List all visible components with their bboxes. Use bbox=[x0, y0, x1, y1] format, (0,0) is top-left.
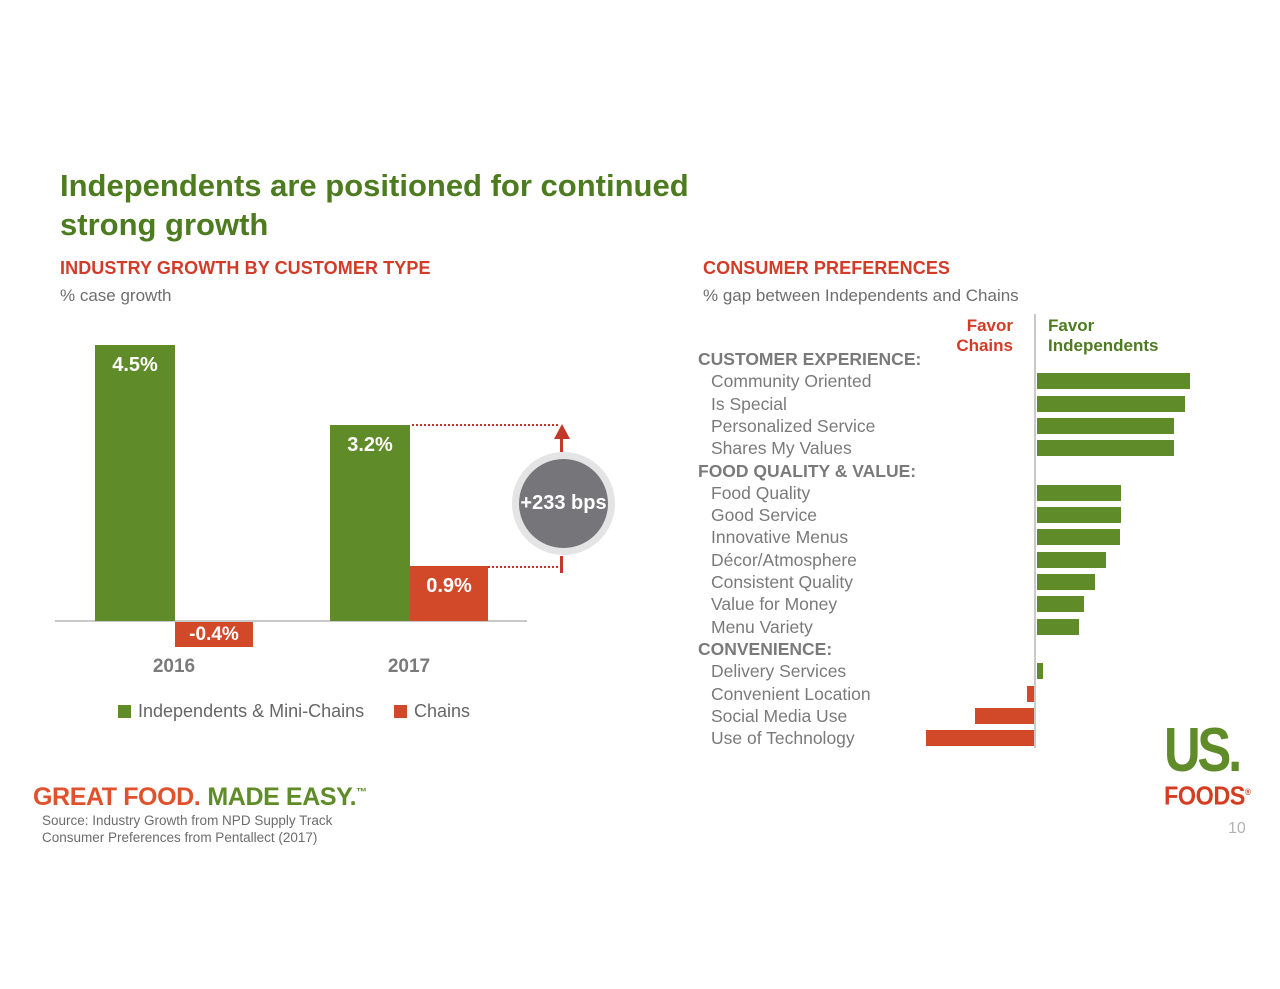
pref-bar bbox=[1027, 686, 1034, 702]
pref-item-label: Consistent Quality bbox=[711, 572, 854, 592]
us-foods-logo-foods bbox=[1164, 780, 1263, 811]
pref-bar bbox=[1037, 507, 1121, 523]
pref-item-label: Food Quality bbox=[711, 482, 811, 503]
pref-bar bbox=[1037, 373, 1190, 389]
consumer-preferences-chart-title: CONSUMER PREFERENCES bbox=[703, 258, 951, 278]
pref-bar bbox=[926, 730, 1034, 746]
favor-chains-line2: Chains bbox=[956, 336, 1013, 355]
bar-value-label: -0.4% bbox=[189, 624, 239, 645]
pref-bar bbox=[1037, 574, 1095, 590]
favor-independents-line2: Independents bbox=[1048, 336, 1159, 355]
brand-tagline-made-easy: MADE EASY. bbox=[207, 783, 357, 811]
favor-independents-label bbox=[1048, 316, 1159, 356]
pref-item-label: Is Special bbox=[711, 393, 787, 414]
brand-tagline bbox=[33, 783, 367, 812]
slide-title bbox=[60, 166, 689, 244]
x-tick-label-2016: 2016 bbox=[152, 656, 196, 677]
dotted-line-bottom bbox=[488, 566, 558, 568]
legend-label-independents: Independents & Mini-Chains bbox=[138, 701, 365, 721]
pref-group-header: CUSTOMER EXPERIENCE: bbox=[698, 349, 922, 369]
legend-label-chains: Chains bbox=[414, 701, 471, 721]
bar-chains-2017 bbox=[410, 566, 488, 621]
slide-title-line1: Independents are positioned for continued bbox=[60, 168, 689, 203]
dotted-line-end-dash bbox=[560, 556, 563, 573]
pref-bar bbox=[1037, 663, 1043, 679]
bar-chains-2016 bbox=[175, 622, 253, 647]
favor-independents-line1: Favor bbox=[1048, 316, 1095, 335]
annotation-circle bbox=[519, 459, 608, 548]
pref-item-label: Use of Technology bbox=[711, 728, 855, 749]
bar-independents-2017 bbox=[330, 425, 410, 621]
pref-bar bbox=[1037, 396, 1185, 412]
brand-tagline-great-food: GREAT FOOD. bbox=[33, 783, 201, 811]
pref-item-label: Convenient Location bbox=[711, 683, 871, 704]
legend-swatch-red bbox=[394, 705, 407, 718]
pref-item-label: Personalized Service bbox=[711, 415, 876, 436]
pref-bar bbox=[1037, 552, 1106, 568]
pref-bar bbox=[1037, 596, 1084, 612]
bar-value-label: 4.5% bbox=[112, 353, 158, 376]
pref-bar bbox=[1037, 619, 1079, 635]
slide-title-line2: strong growth bbox=[60, 207, 269, 242]
industry-growth-chart-title: INDUSTRY GROWTH BY CUSTOMER TYPE bbox=[60, 258, 431, 278]
consumer-preferences-chart-subtitle: % gap between Independents and Chains bbox=[703, 286, 1019, 305]
source-note bbox=[42, 813, 332, 846]
pref-item-label: Community Oriented bbox=[711, 371, 872, 392]
page-number: 10 bbox=[1228, 820, 1246, 837]
annotation-text: +233 bps bbox=[520, 492, 607, 514]
pref-group-header: CONVENIENCE: bbox=[698, 638, 833, 659]
pref-bar bbox=[1037, 529, 1120, 545]
bar-value-label: 0.9% bbox=[426, 574, 472, 597]
us-foods-logo-us: US. bbox=[1164, 716, 1239, 785]
us-foods-logo bbox=[1164, 716, 1274, 811]
dotted-line-top bbox=[412, 424, 558, 426]
pref-item-label: Value for Money bbox=[711, 594, 838, 615]
us-foods-logo-foods-text: FOODS bbox=[1164, 780, 1245, 811]
pref-item-label: Social Media Use bbox=[711, 705, 848, 726]
pref-item-label: Décor/Atmosphere bbox=[711, 549, 857, 570]
pref-item-label: Menu Variety bbox=[711, 616, 813, 637]
pref-bar bbox=[975, 708, 1034, 724]
pref-bar bbox=[1037, 418, 1174, 434]
legend-item-independents bbox=[118, 701, 364, 722]
pref-item-label: Good Service bbox=[711, 505, 818, 526]
pref-item-label: Innovative Menus bbox=[711, 527, 849, 548]
source-line2: Consumer Preferences from Pentallect (2017) bbox=[42, 829, 318, 845]
pref-group-header: FOOD QUALITY & VALUE: bbox=[698, 460, 917, 481]
pref-bar bbox=[1037, 440, 1174, 456]
pref-item-label: Shares My Values bbox=[711, 438, 852, 459]
favor-chains-line1: Favor bbox=[966, 316, 1013, 335]
legend-swatch-green bbox=[118, 705, 131, 718]
industry-growth-chart-subtitle: % case growth bbox=[60, 286, 172, 305]
trademark-symbol: ™ bbox=[356, 786, 367, 799]
source-line1: Source: Industry Growth from NPD Supply Track bbox=[42, 813, 333, 828]
bar-value-label: 3.2% bbox=[347, 433, 393, 456]
registered-mark: ® bbox=[1244, 787, 1251, 797]
favor-chains-label bbox=[913, 316, 1013, 356]
pref-bar bbox=[1037, 485, 1121, 501]
up-arrow-stem bbox=[560, 437, 563, 452]
legend-item-chains bbox=[394, 701, 470, 722]
bar-independents-2016 bbox=[95, 345, 175, 621]
zero-axis-line bbox=[1034, 314, 1036, 748]
x-tick-label-2017: 2017 bbox=[387, 656, 431, 677]
pref-item-label: Delivery Services bbox=[711, 661, 847, 682]
